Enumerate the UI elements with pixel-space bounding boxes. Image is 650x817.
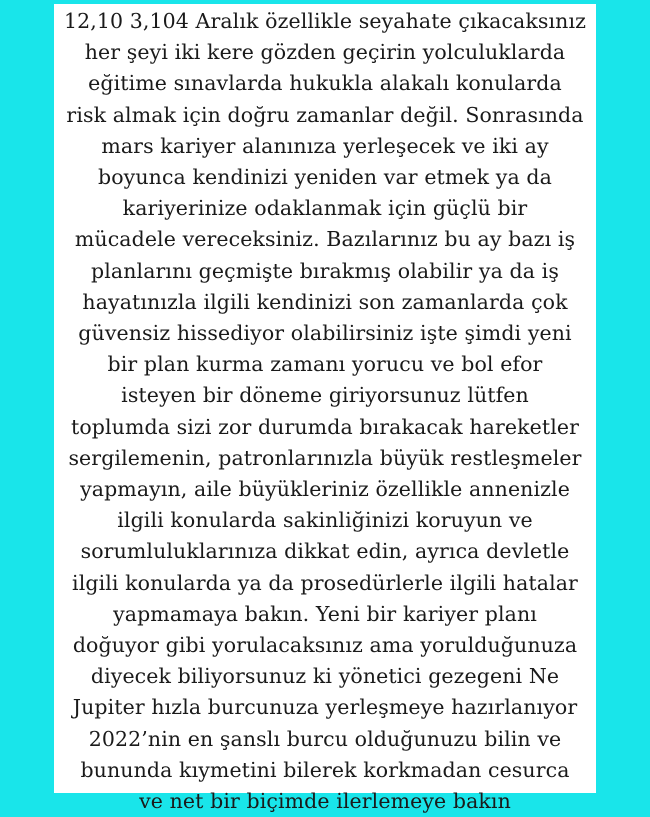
text-line-18: sorumluluklarınıza dikkat edin, ayrıca devletle — [80, 539, 570, 564]
text-line-17: ilgili konularda sakinliğinizi koruyun ve — [117, 508, 533, 533]
text-line-3: eğitime sınavlarda hukukla alakalı konularda — [88, 71, 562, 96]
text-line-7: kariyerinize odaklanmak için güçlü bir — [122, 196, 528, 221]
text-line-22: diyecek biliyorsunuz ki yönetici gezegeni Ne — [90, 664, 560, 689]
text-line-19: ilgili konularda ya da prosedürlerle ilgili hatalar — [72, 570, 578, 595]
text-line-6: boyunca kendinizi yeniden var etmek ya da — [98, 165, 552, 190]
text-line-26: ve net bir biçimde ilerlemeye bakın — [139, 789, 511, 814]
text-line-21: doğuyor gibi yorulacaksınız ama yorulduğunuza — [72, 633, 578, 658]
text-line-16: yapmayın, aile büyükleriniz özellikle annenizle — [80, 477, 570, 502]
text-line-15: sergilemenin, patronlarınızla büyük restleşmeler — [68, 445, 582, 470]
text-line-13: isteyen bir döneme giriyorsunuz lütfen — [121, 383, 529, 408]
text-line-14: toplumda sizi zor durumda bırakacak hareketler — [70, 414, 580, 439]
text-line-20: yapmamaya bakın. Yeni bir kariyer planı — [113, 601, 537, 626]
text-line-11: güvensiz hissediyor olabilirsiniz işte şimdi yeni — [78, 321, 572, 346]
text-line-10: hayatınızla ilgili kendinizi son zamanlarda çok — [82, 289, 568, 314]
text-line-24: 2022’nin en şanslı burcu olduğunuzu bilin ve — [88, 726, 562, 751]
horoscope-text — [54, 4, 596, 817]
text-line-8: mücadele vereceksiniz. Bazılarınız bu ay bazı iş — [74, 227, 576, 252]
text-line-9: planlarını geçmişte bırakmış olabilir ya da iş — [91, 258, 559, 283]
text-card — [54, 4, 596, 814]
text-line-23: Jupiter hızla burcunuza yerleşmeye hazırlanıyor — [72, 695, 578, 720]
text-line-1: 12,10 3,104 Aralık özellikle seyahate çıkacaksınız — [63, 9, 587, 33]
text-line-2: her şeyi iki kere gözden geçirin yolculuklarda — [84, 40, 566, 65]
text-line-5: mars kariyer alanınıza yerleşecek ve iki ay — [101, 133, 549, 158]
text-line-4: risk almak için doğru zamanlar değil. Sonrasında — [66, 102, 584, 127]
text-line-12: bir plan kurma zamanı yorucu ve bol efor — [107, 352, 543, 377]
text-line-25: bununda kıymetini bilerek korkmadan cesurca — [80, 757, 570, 782]
